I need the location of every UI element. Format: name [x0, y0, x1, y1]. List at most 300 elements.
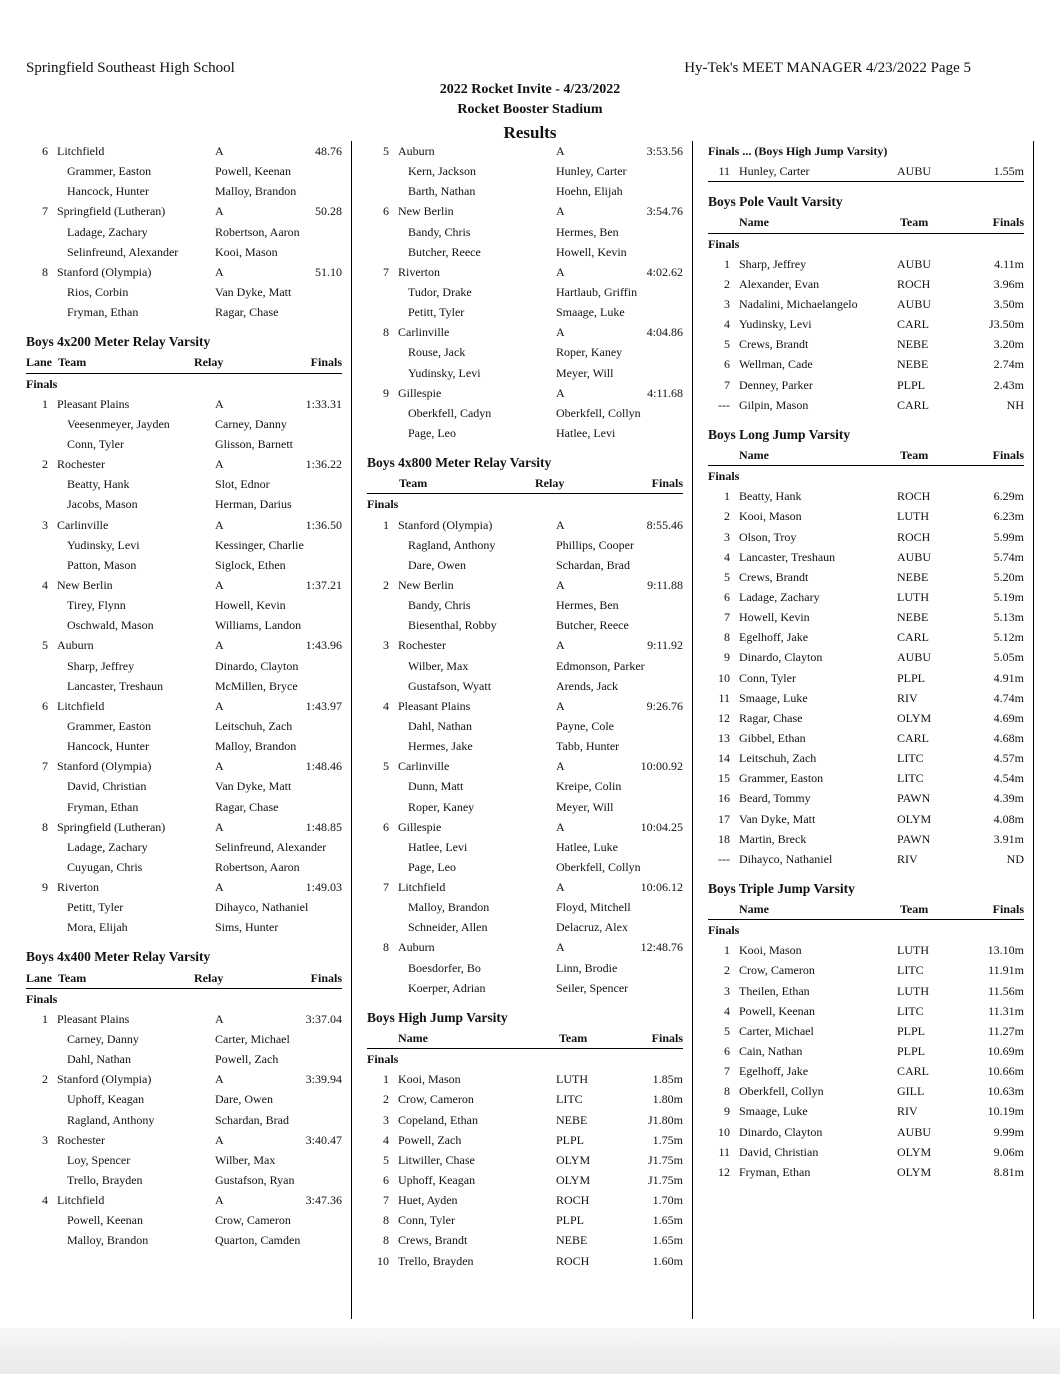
relay-members-row — [26, 917, 342, 937]
relay-letter: A — [556, 204, 565, 219]
athlete-name: Wellman, Cade — [739, 357, 813, 372]
finals-label: Finals — [367, 497, 399, 512]
relay-result-row — [367, 515, 683, 535]
mark: 5.20m — [993, 569, 1024, 584]
athlete-name: Beard, Tommy — [739, 791, 811, 806]
relay-member: Hermes, Ben — [556, 224, 619, 239]
place: 7 — [724, 610, 730, 625]
relay-result-row — [26, 1130, 342, 1150]
team-header: Team — [58, 970, 87, 985]
relay-member: Page, Leo — [408, 425, 456, 440]
place: 4 — [724, 549, 730, 564]
place: 6 — [383, 1173, 389, 1188]
finals-label: Finals — [26, 376, 58, 391]
finals-subheading — [708, 234, 1024, 254]
mark: 1.65m — [652, 1233, 683, 1248]
finals-label: Finals — [708, 923, 740, 938]
relay-member: Leitschuh, Zach — [215, 718, 293, 733]
team-name: New Berlin — [57, 577, 113, 592]
team-code: PLPL — [556, 1213, 585, 1228]
section-spacer — [26, 937, 342, 947]
relay-members-row — [367, 676, 683, 696]
place: 14 — [718, 751, 730, 766]
finals-time: 10:06.12 — [640, 880, 683, 895]
place: 8 — [724, 1084, 730, 1099]
finals-time: 10:00.92 — [640, 759, 683, 774]
relay-member: Fryman, Ethan — [67, 305, 139, 320]
field-result-row — [708, 334, 1024, 354]
mark: 4.69m — [993, 710, 1024, 725]
mark: 3.96m — [993, 276, 1024, 291]
relay-letter: A — [556, 880, 565, 895]
relay-member: Hatlee, Luke — [556, 839, 618, 854]
athlete-name: Egelhoff, Jake — [739, 1064, 809, 1079]
field-result-row — [708, 254, 1024, 274]
relay-member: Tabb, Hunter — [556, 739, 620, 754]
place: 7 — [42, 204, 48, 219]
athlete-name: Crow, Cameron — [739, 963, 815, 978]
athlete-name: Egelhoff, Jake — [739, 630, 809, 645]
finals-time: 9:11.88 — [647, 577, 683, 592]
mark: 4.39m — [993, 791, 1024, 806]
mark: 5.19m — [993, 589, 1024, 604]
team-code: GILL — [897, 1084, 925, 1099]
team-name: Carlinville — [398, 759, 450, 774]
finals-subheading — [367, 1049, 683, 1069]
event-title — [26, 947, 342, 967]
relay-member: Carter, Michael — [215, 1032, 290, 1047]
relay-members-row — [367, 423, 683, 443]
relay-member: Page, Leo — [408, 859, 456, 874]
finals-time: 48.76 — [315, 144, 342, 158]
athlete-name: Hunley, Carter — [739, 164, 810, 179]
relay-letter: A — [215, 517, 224, 532]
athlete-name: Van Dyke, Matt — [739, 811, 816, 826]
team-header: Team — [900, 447, 929, 462]
athlete-name: Dinardo, Clayton — [739, 650, 823, 665]
team-name: Riverton — [398, 264, 440, 279]
relay-member: Jacobs, Mason — [67, 497, 138, 512]
name-header: Name — [739, 902, 769, 917]
athlete-name: Huet, Ayden — [398, 1193, 458, 1208]
relay-member: Bandy, Chris — [408, 224, 471, 239]
mark: 5.13m — [993, 610, 1024, 625]
team-name: Pleasant Plains — [398, 698, 471, 713]
relay-members-row — [26, 242, 342, 262]
place: 10 — [718, 1124, 730, 1139]
field-result-row — [708, 274, 1024, 294]
finals-time: 4:04.86 — [646, 325, 683, 340]
team-name: Litchfield — [398, 880, 446, 895]
relay-members-row — [367, 656, 683, 676]
relay-members-row — [26, 656, 342, 676]
athlete-name: Crews, Brandt — [398, 1233, 468, 1248]
finals-time: 1:48.85 — [305, 819, 342, 834]
relay-member: Hermes, Ben — [556, 598, 619, 613]
field-result-row — [708, 981, 1024, 1001]
team-code: ROCH — [556, 1193, 590, 1208]
relay-result-row — [26, 454, 342, 474]
team-code: AUBU — [897, 549, 932, 564]
finals-time: 4:11.68 — [647, 385, 683, 400]
relay-result-row — [26, 262, 342, 282]
field-result-row — [367, 1069, 683, 1089]
mark: 4.74m — [993, 690, 1024, 705]
viewer-bottom-bar — [0, 1328, 1060, 1374]
field-column-header — [708, 899, 1024, 920]
relay-member: Howell, Kevin — [556, 244, 627, 259]
finals-subheading — [367, 494, 683, 514]
column-divider — [1033, 141, 1034, 1319]
team-code: NEBE — [556, 1233, 588, 1248]
team-code: OLYM — [556, 1152, 591, 1167]
relay-members-row — [367, 837, 683, 857]
relay-member: Herman, Darius — [215, 497, 292, 512]
place: 3 — [383, 1112, 389, 1127]
relay-result-row — [367, 696, 683, 716]
finals-time: 3:53.56 — [646, 144, 683, 158]
relay-member: Boesdorfer, Bo — [408, 960, 481, 975]
relay-member: Dare, Owen — [408, 557, 466, 572]
relay-members-row — [26, 1110, 342, 1130]
mark: 4.08m — [993, 811, 1024, 826]
team-code: LUTH — [897, 983, 929, 998]
relay-result-row — [367, 877, 683, 897]
section-spacer — [367, 998, 683, 1008]
relay-member: McMillen, Bryce — [215, 678, 298, 693]
field-result-row — [367, 1110, 683, 1130]
team-code: CARL — [897, 397, 930, 412]
mark: 11.56m — [988, 983, 1024, 998]
relay-result-row — [26, 1190, 342, 1210]
mark: 1.85m — [652, 1072, 683, 1087]
relay-member: Yudinsky, Levi — [408, 365, 481, 380]
mark: 10.63m — [987, 1084, 1024, 1099]
place: 8 — [383, 940, 389, 955]
place: 3 — [42, 1132, 48, 1147]
athlete-name: David, Christian — [739, 1144, 819, 1159]
team-code: OLYM — [897, 1144, 932, 1159]
athlete-name: Crews, Brandt — [739, 337, 809, 352]
place: 15 — [718, 771, 730, 786]
relay-member: Gustafson, Wyatt — [408, 678, 492, 693]
place: 5 — [383, 759, 389, 774]
relay-member: Grammer, Easton — [67, 718, 152, 733]
relay-members-row — [26, 1230, 342, 1250]
team-code: AUBU — [897, 650, 932, 665]
athlete-name: Denney, Parker — [739, 377, 813, 392]
place: 5 — [724, 1023, 730, 1038]
place: 5 — [724, 337, 730, 352]
relay-letter: A — [215, 144, 224, 158]
athlete-name: Conn, Tyler — [739, 670, 796, 685]
mark: 1.60m — [652, 1253, 683, 1268]
mark: 6.29m — [993, 489, 1024, 504]
relay-member: Hatlee, Levi — [408, 839, 468, 854]
mark: 5.99m — [993, 529, 1024, 544]
relay-member: Hartlaub, Griffin — [556, 284, 638, 299]
mark: 4.68m — [993, 730, 1024, 745]
relay-members-row — [26, 1049, 342, 1069]
relay-letter: A — [556, 264, 565, 279]
relay-member: Tirey, Flynn — [67, 598, 126, 613]
mark: 11.27m — [988, 1023, 1024, 1038]
relay-letter: A — [556, 638, 565, 653]
relay-column-header — [367, 473, 683, 494]
relay-letter: A — [215, 396, 224, 411]
mark: J1.75m — [647, 1173, 683, 1188]
field-result-row — [708, 768, 1024, 788]
relay-members-row — [26, 615, 342, 635]
team-code: NEBE — [556, 1112, 588, 1127]
team-name: New Berlin — [398, 204, 454, 219]
relay-result-row — [367, 575, 683, 595]
place: 6 — [724, 357, 730, 372]
relay-member: Dinardo, Clayton — [215, 658, 299, 673]
team-name: Gillespie — [398, 385, 442, 400]
team-name: Pleasant Plains — [57, 1011, 130, 1026]
finals-subheading — [26, 374, 342, 394]
section-spacer — [26, 322, 342, 332]
mark: 1.80m — [652, 1092, 683, 1107]
relay-member: Fryman, Ethan — [67, 799, 139, 814]
athlete-name: Ragar, Chase — [739, 710, 803, 725]
mark: NH — [1006, 397, 1024, 412]
field-result-row — [708, 1122, 1024, 1142]
relay-member: Ragland, Anthony — [408, 537, 496, 552]
relay-members-row — [26, 414, 342, 434]
field-column-header — [708, 212, 1024, 233]
place: 11 — [718, 1144, 730, 1159]
relay-member: Butcher, Reece — [408, 244, 481, 259]
relay-member: Bandy, Chris — [408, 598, 471, 613]
relay-members-row — [367, 776, 683, 796]
field-result-row — [708, 748, 1024, 768]
relay-member: David, Christian — [67, 779, 147, 794]
athlete-name: Smaage, Luke — [739, 1104, 808, 1119]
place: 1 — [42, 396, 48, 411]
place: --- — [718, 397, 730, 412]
finals-label: Finals ... (Boys High Jump Varsity) — [708, 144, 888, 158]
event-title — [708, 425, 1024, 445]
mark: J1.75m — [647, 1152, 683, 1167]
team-code: OLYM — [897, 710, 932, 725]
relay-member: Crow, Cameron — [215, 1213, 291, 1228]
place: 1 — [42, 1011, 48, 1026]
venue-name: Rocket Booster Stadium — [457, 102, 603, 117]
section-spacer — [367, 443, 683, 453]
relay-letter: A — [215, 759, 224, 774]
relay-member: Dunn, Matt — [408, 779, 464, 794]
relay-member: Sims, Hunter — [215, 920, 279, 935]
finals-time: 1:36.50 — [305, 517, 342, 532]
field-result-row — [708, 375, 1024, 395]
relay-result-row — [367, 383, 683, 403]
relay-members-row — [367, 222, 683, 242]
relay-members-row — [26, 797, 342, 817]
field-result-row — [708, 1041, 1024, 1061]
place: 4 — [383, 698, 389, 713]
team-code: ROCH — [897, 529, 931, 544]
team-name: Carlinville — [57, 517, 109, 532]
field-result-row — [708, 314, 1024, 334]
field-result-row — [708, 688, 1024, 708]
place: 11 — [718, 690, 730, 705]
athlete-name: Oberkfell, Collyn — [739, 1084, 824, 1099]
team-code: CARL — [897, 630, 930, 645]
relay-members-row — [26, 676, 342, 696]
relay-members-row — [367, 978, 683, 998]
relay-letter: A — [215, 1132, 224, 1147]
relay-member: Van Dyke, Matt — [215, 284, 292, 299]
relay-member: Gustafson, Ryan — [215, 1173, 295, 1188]
relay-letter: A — [215, 638, 224, 653]
relay-letter: A — [215, 880, 224, 895]
place: 9 — [383, 385, 389, 400]
team-header: Team — [900, 902, 929, 917]
finals-time: 3:40.47 — [305, 1132, 342, 1147]
relay-member: Biesenthal, Robby — [408, 618, 497, 633]
event-title — [708, 192, 1024, 212]
place: 4 — [42, 1193, 48, 1208]
relay-member: Powell, Keenan — [67, 1213, 143, 1228]
relay-result-row — [367, 201, 683, 221]
team-name: Riverton — [57, 880, 99, 895]
place: 11 — [718, 164, 730, 179]
relay-member: Butcher, Reece — [556, 618, 629, 633]
field-result-row — [708, 506, 1024, 526]
relay-result-row — [26, 1009, 342, 1029]
school-name: Springfield Southeast High School — [26, 60, 235, 76]
relay-member: Barth, Nathan — [408, 184, 476, 199]
finals-time: 10:04.25 — [640, 819, 683, 834]
relay-member: Carney, Danny — [67, 1032, 139, 1047]
field-result-row — [708, 161, 1024, 182]
relay-letter: A — [556, 385, 565, 400]
team-code: AUBU — [897, 164, 932, 179]
field-result-row — [708, 567, 1024, 587]
field-result-row — [708, 1101, 1024, 1121]
relay-result-row — [26, 817, 342, 837]
athlete-name: Lancaster, Treshaun — [739, 549, 836, 564]
lane-header: Lane — [26, 355, 53, 370]
relay-member: Powell, Zach — [215, 1052, 279, 1067]
finals-time: 1:37.21 — [305, 577, 342, 592]
place: 5 — [383, 1152, 389, 1167]
finals-header: Finals — [992, 215, 1024, 230]
relay-members-row — [367, 363, 683, 383]
athlete-name: Uphoff, Keagan — [398, 1173, 476, 1188]
relay-column-header — [26, 968, 342, 989]
athlete-name: Beatty, Hank — [739, 489, 802, 504]
place: 9 — [724, 1104, 730, 1119]
athlete-name: Smaage, Luke — [739, 690, 808, 705]
mark: 1.70m — [652, 1193, 683, 1208]
relay-member: Williams, Landon — [215, 618, 302, 633]
field-column-header — [708, 445, 1024, 466]
mark: ND — [1006, 851, 1024, 866]
team-code: CARL — [897, 730, 930, 745]
relay-result-row — [367, 141, 683, 161]
field-result-row — [708, 708, 1024, 728]
team-code: PAWN — [897, 791, 931, 806]
finals-time: 3:47.36 — [305, 1193, 342, 1208]
finals-time: 12:48.76 — [640, 940, 683, 955]
relay-member: Slot, Ednor — [215, 477, 270, 492]
mark: 5.74m — [993, 549, 1024, 564]
relay-members-row — [26, 1089, 342, 1109]
finals-time: 50.28 — [315, 204, 342, 219]
place: 9 — [42, 880, 48, 895]
athlete-name: Crow, Cameron — [398, 1092, 474, 1107]
relay-member: Meyer, Will — [556, 799, 614, 814]
continued-heading — [708, 141, 1024, 161]
place: 1 — [724, 256, 730, 271]
team-code: PLPL — [897, 670, 926, 685]
relay-member: Mora, Elijah — [67, 920, 128, 935]
team-header: Team — [399, 476, 428, 491]
relay-letter: A — [215, 264, 224, 279]
relay-members-row — [367, 161, 683, 181]
relay-result-row — [26, 635, 342, 655]
team-name: Springfield (Lutheran) — [57, 819, 166, 834]
finals-subheading — [26, 989, 342, 1009]
place: 8 — [724, 630, 730, 645]
place: 6 — [42, 144, 48, 158]
relay-member: Hermes, Jake — [408, 739, 473, 754]
relay-members-row — [26, 434, 342, 454]
relay-member: Oberkfell, Collyn — [556, 405, 641, 420]
place: 2 — [42, 457, 48, 472]
relay-result-row — [367, 817, 683, 837]
team-name: Springfield (Lutheran) — [57, 204, 166, 219]
team-header: Team — [559, 1031, 588, 1046]
finals-header: Finals — [651, 476, 683, 491]
relay-member: Hancock, Hunter — [67, 184, 149, 199]
place: 5 — [42, 638, 48, 653]
relay-member: Robertson, Aaron — [215, 859, 300, 874]
relay-member: Tudor, Drake — [408, 284, 472, 299]
relay-member: Sharp, Jeffrey — [67, 658, 135, 673]
relay-member: Hatlee, Levi — [556, 425, 616, 440]
relay-letter: A — [556, 577, 565, 592]
relay-header: Relay — [194, 970, 224, 985]
team-code: CARL — [897, 1064, 930, 1079]
relay-member: Patton, Mason — [67, 557, 137, 572]
team-name: Auburn — [57, 638, 94, 653]
team-code: NEBE — [897, 337, 929, 352]
place: 18 — [718, 831, 730, 846]
finals-time: 3:39.94 — [305, 1072, 342, 1087]
relay-member: Dahl, Nathan — [67, 1052, 131, 1067]
event-title — [26, 332, 342, 352]
relay-members-row — [367, 897, 683, 917]
team-name: Auburn — [398, 144, 435, 158]
relay-member: Ragar, Chase — [215, 799, 279, 814]
field-result-row — [708, 1142, 1024, 1162]
place: 8 — [42, 819, 48, 834]
relay-member: Kooi, Mason — [215, 244, 278, 259]
mark: 4.91m — [993, 670, 1024, 685]
relay-members-row — [26, 282, 342, 302]
relay-member: Siglock, Ethen — [215, 557, 286, 572]
team-code: LITC — [897, 771, 924, 786]
relay-member: Trello, Brayden — [67, 1173, 143, 1188]
place: 6 — [724, 1044, 730, 1059]
place: 3 — [724, 296, 730, 311]
relay-members-row — [26, 161, 342, 181]
team-code: OLYM — [897, 1164, 932, 1179]
